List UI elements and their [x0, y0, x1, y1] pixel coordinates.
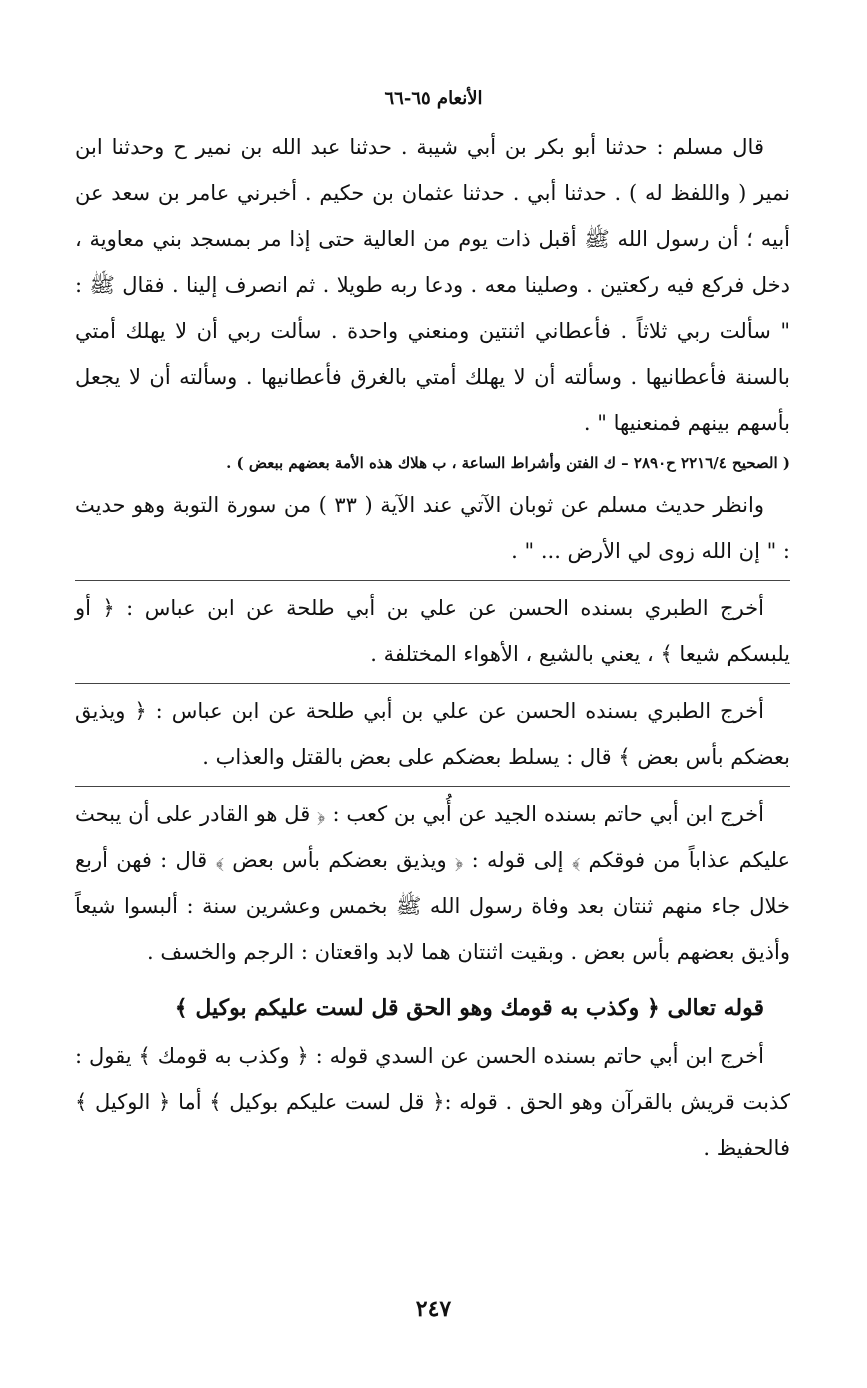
page-number: ٢٤٧: [415, 1296, 452, 1322]
section-divider: [75, 580, 790, 581]
source-citation: ( الصحيح ٢٢١٦/٤ ح٢٨٩٠ – ك الفتن وأشراط الساعة ، ب هلاك هذه الأمة بعضهم ببعض ) .: [226, 454, 790, 472]
section-divider: [75, 786, 790, 787]
muslim-hadith-paragraph: قال مسلم : حدثنا أبو بكر بن أبي شيبة . حدثنا عبد الله بن نمير ح وحدثنا ابن نمير ( واللفظ له ) . حدثنا أبي . حدثنا عثمان بن حكيم . أخبرني عامر بن سعد عن أبيه ؛ أن رسول الله ﷺ أقبل ذات يوم من العالية حتى إذا مر بمسجد بني معاوية ، دخل فركع فيه ركعتين . وصلينا معه . ودعا ربه طويلا . ثم انصرف إلينا . فقال ﷺ : " سألت ربي ثلاثاً . فأعطاني اثنتين ومنعني واحدة . سألت ربي أن لا يهلك أمتي بالسنة فأعطانيها . وسألته أن لا يهلك أمتي بالغرق فأعطانيها . وسألته أن لا يجعل بأسهم بينهم فمنعنيها " .: [75, 135, 790, 435]
tabari-paragraph-1: أخرج الطبري بسنده الحسن عن علي بن أبي طلحة عن ابن عباس : ﴿ أو يلبسكم شيعا ﴾ ، يعني بالشيع ، الأهواء المختلفة .: [75, 596, 790, 666]
page-body: [75, 124, 790, 1171]
see-also-paragraph: وانظر حديث مسلم عن ثوبان الآتي عند الآية ( ٣٣ ) من سورة التوبة وهو حديث : " إن الله زوى لي الأرض ... " .: [75, 493, 790, 563]
ibn-abi-hatim-paragraph-2: أخرج ابن أبي حاتم بسنده الحسن عن السدي قوله : ﴿ وكذب به قومك ﴾ يقول : كذبت قريش بالقرآن وهو الحق . قوله :﴿ قل لست عليكم بوكيل ﴾ أما ﴿ الوكيل ﴾ فالحفيظ .: [75, 1044, 790, 1160]
running-header: الأنعام ٦٥-٦٦: [384, 88, 483, 109]
tabari-paragraph-2: أخرج الطبري بسنده الحسن عن علي بن أبي طلحة عن ابن عباس : ﴿ ويذيق بعضكم بأس بعض ﴾ قال : يسلط بعضكم على بعض بالقتل والعذاب .: [75, 699, 790, 769]
verse-heading: قوله تعالى ﴿ وكذب به قومك وهو الحق قل لست عليكم بوكيل ﴾: [174, 995, 764, 1021]
section-divider: [75, 683, 790, 684]
ibn-abi-hatim-paragraph-1: أخرج ابن أبي حاتم بسنده الجيد عن أُبي بن كعب : ﴿ قل هو القادر على أن يبحث عليكم عذاباً من فوقكم ﴾ إلى قوله : ﴿ ويذيق بعضكم بأس بعض ﴾ قال : فهن أربع خلال جاء منهم ثنتان بعد وفاة رسول الله ﷺ بخمس وعشرين سنة : ألبسوا شيعاً وأذيق بعضهم بأس بعض . وبقيت اثنتان هما لابد واقعتان : الرجم والخسف .: [75, 802, 790, 964]
